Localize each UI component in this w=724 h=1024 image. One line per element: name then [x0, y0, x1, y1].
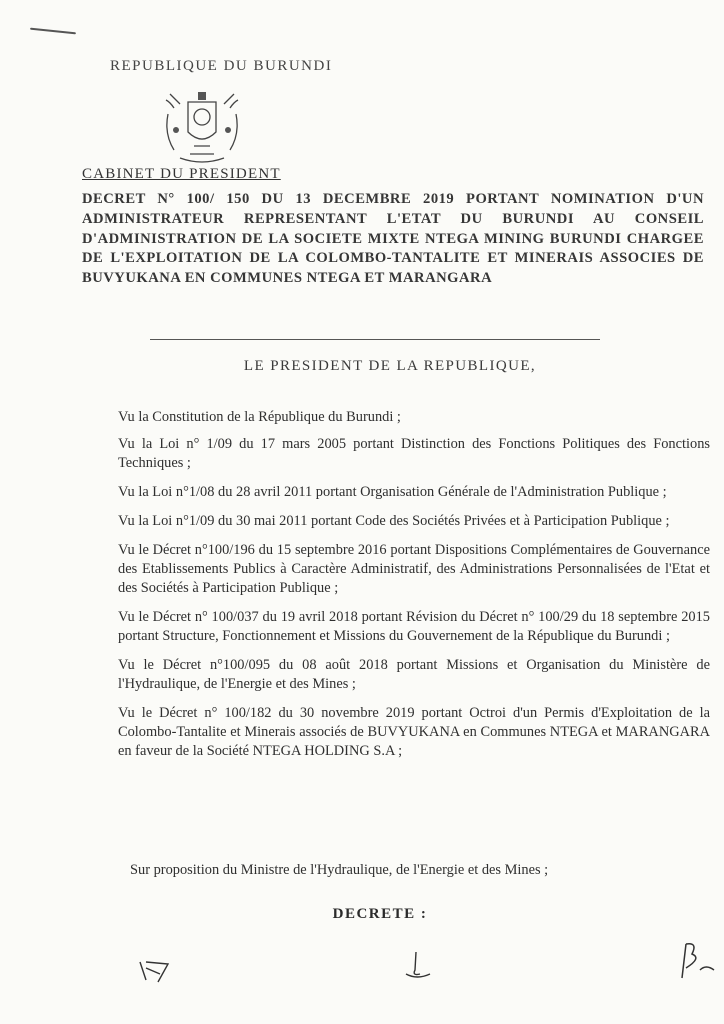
initial-signature-middle: [400, 950, 434, 980]
consideration-item: Vu la Constitution de la République du Burundi ;: [118, 409, 401, 425]
separator-line: [150, 339, 600, 340]
consideration-item: Vu le Décret n°100/095 du 08 août 2018 portant Missions et Organisation du Ministère de l'Hydraulique, de l'Energie et des Mines ;: [118, 657, 710, 692]
republic-header: REPUBLIQUE DU BURUNDI: [110, 58, 333, 74]
consideration-item: Vu la Loi n°1/09 du 30 mai 2011 portant Code des Sociétés Privées et à Participation Publique ;: [118, 513, 670, 529]
consideration-item: Vu la Loi n°1/08 du 28 avril 2011 portant Organisation Générale de l'Administration Publique ;: [118, 484, 667, 500]
cabinet-header: CABINET DU PRESIDENT: [82, 166, 281, 182]
initial-signature-left: [138, 956, 172, 984]
initial-signature-right: [676, 940, 718, 980]
president-heading: LE PRESIDENT DE LA REPUBLIQUE,: [243, 358, 537, 374]
proposal-line: Sur proposition du Ministre de l'Hydraulique, de l'Energie et des Mines ;: [130, 862, 549, 878]
consideration-item: Vu la Loi n° 1/09 du 17 mars 2005 portant Distinction des Fonctions Politiques des Fonctions Techniques ;: [118, 436, 710, 471]
decree-title: DECRET N° 100/ 150 DU 13 DECEMBRE 2019 PORTANT NOMINATION D'UN ADMINISTRATEUR REPRESENTANT L'ETAT DU BURUNDI AU CONSEIL D'ADMINISTRATION DE LA SOCIETE MIXTE NTEGA MINING BURUNDI CHARGEE DE L'EXPLOITATION DE LA COLOMBO-TANTALITE ET MINERAIS ASSOCIES DE BUVYUKANA EN COMMUNES NTEGA ET MARANGARA: [82, 191, 704, 287]
consideration-item: Vu le Décret n°100/196 du 15 septembre 2016 portant Dispositions Complémentaires de Gouvernance des Etablissements Publics à Caractère Administratif, des Administrations Personnalisées de l'Etat et des Sociétés à Participation Publique ;: [118, 542, 710, 596]
scan-mark: [30, 28, 76, 35]
considerations-list: [118, 408, 710, 771]
consideration-item: Vu le Décret n° 100/182 du 30 novembre 2019 portant Octroi d'un Permis d'Exploitation de la Colombo-Tantalite et Minerais associés de BUVYUKANA en Communes NTEGA et MARANGARA en faveur de la Société NTEGA HOLDING S.A ;: [118, 705, 710, 759]
consideration-item: Vu le Décret n° 100/037 du 19 avril 2018 portant Révision du Décret n° 100/29 du 18 septembre 2015 portant Structure, Fonctionnement et Missions du Gouvernement de la République du Burundi ;: [118, 609, 710, 644]
coat-of-arms-icon: [160, 84, 244, 166]
decrete-heading: DECRETE :: [332, 906, 428, 922]
